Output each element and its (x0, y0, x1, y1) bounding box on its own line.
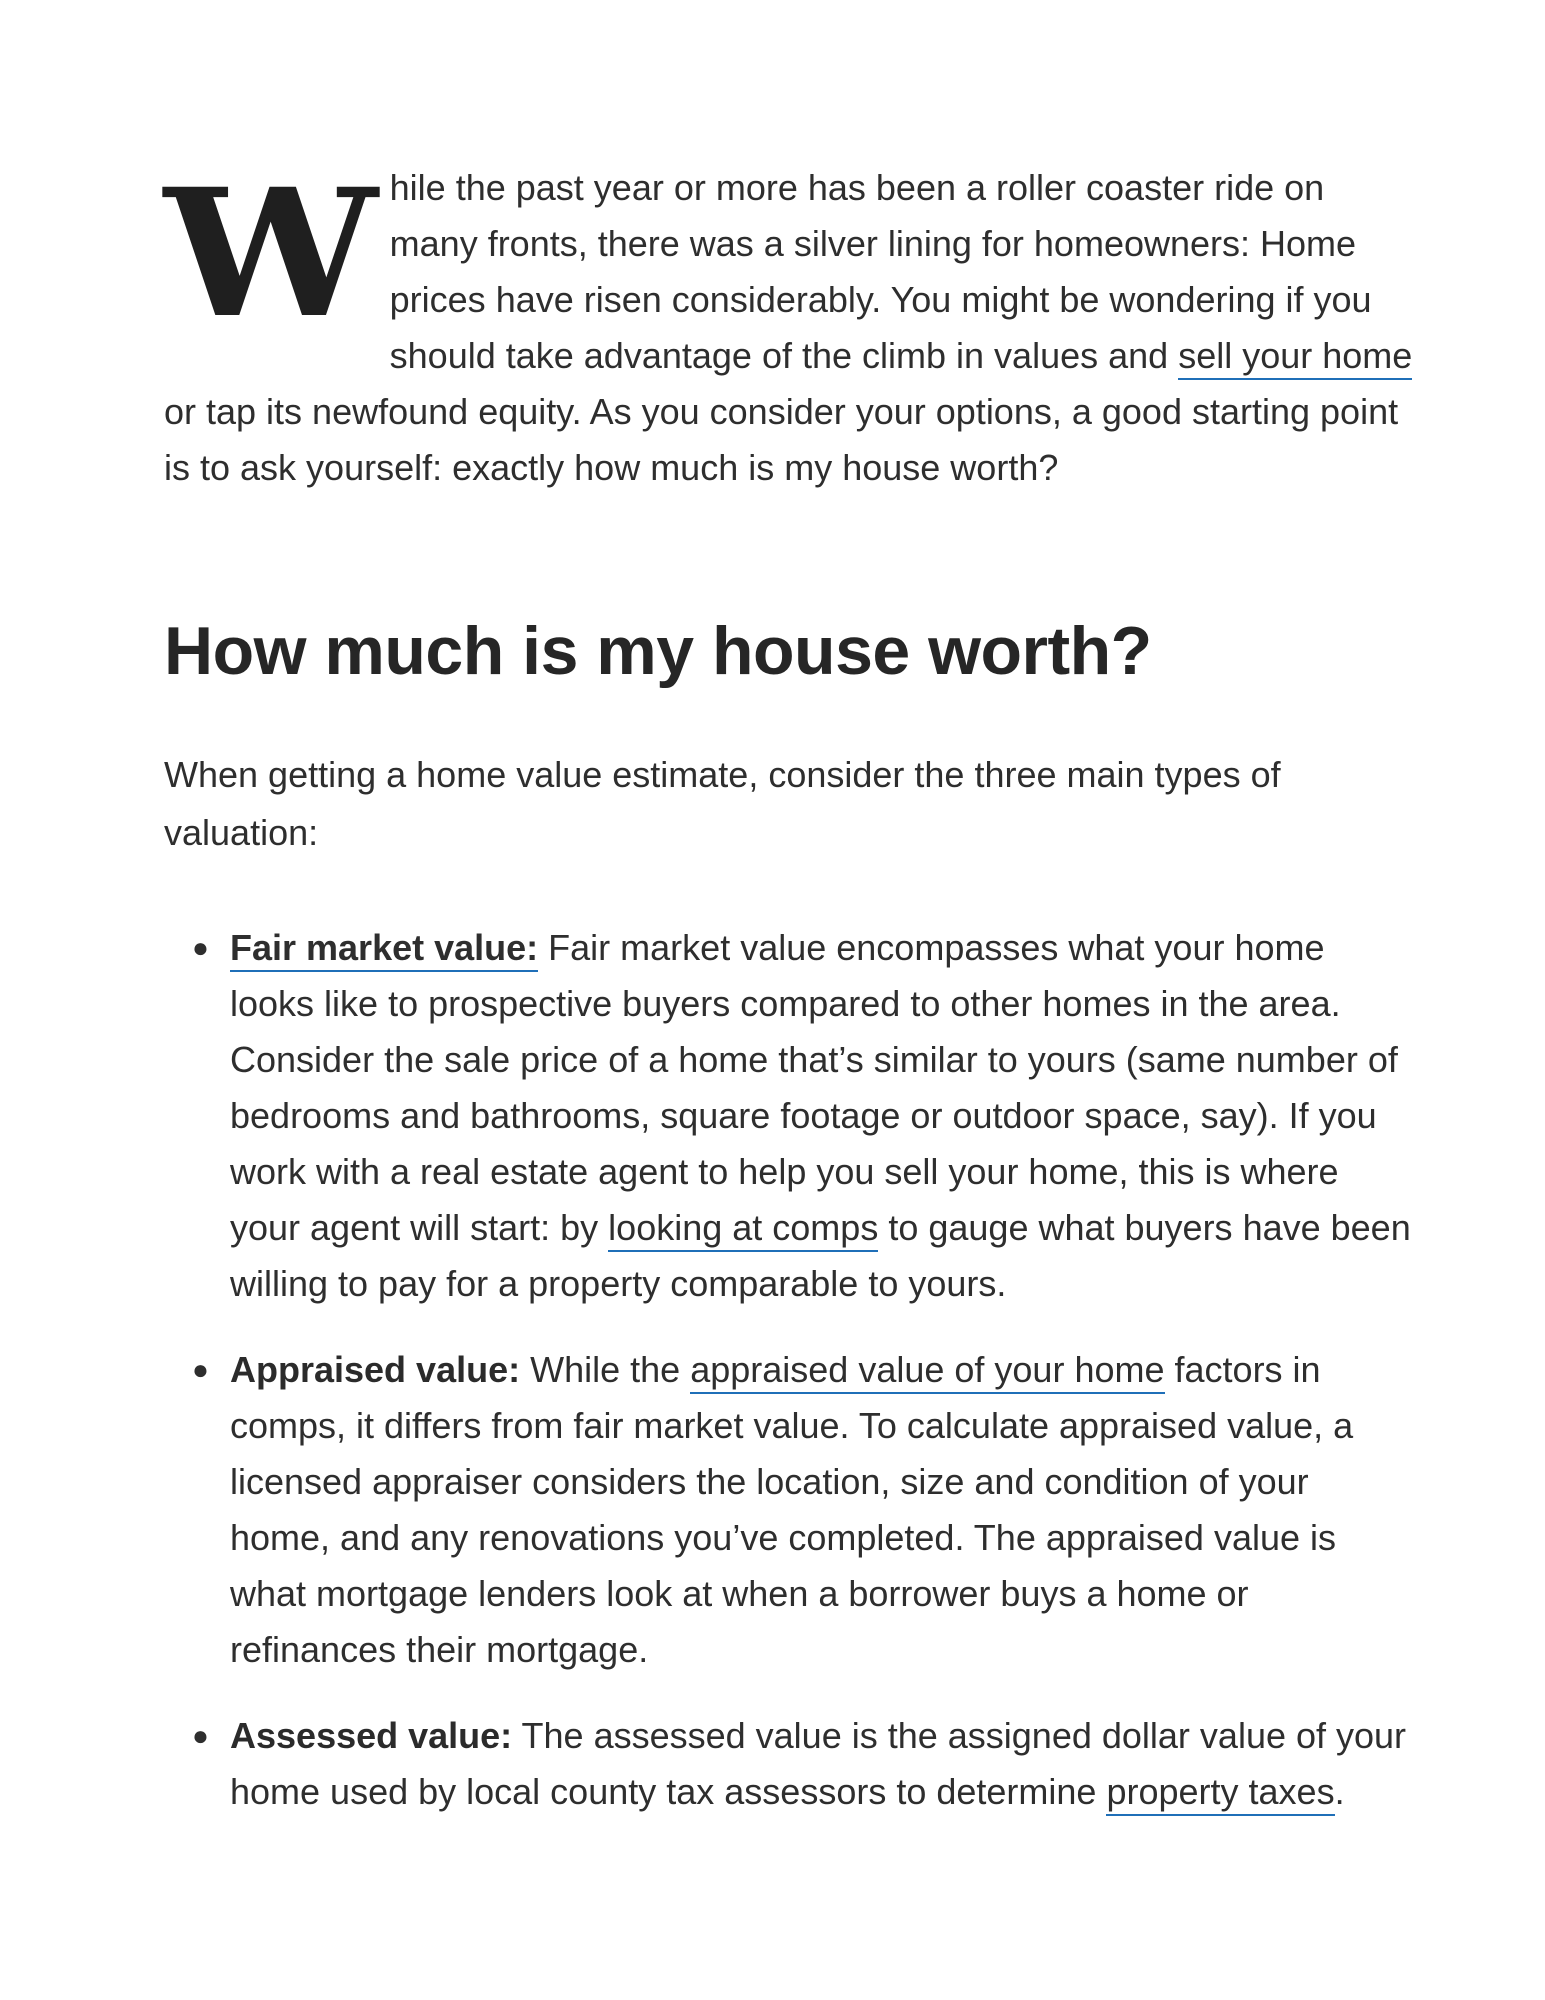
item-text: While the (530, 1349, 681, 1390)
item-text: Fair market value encompasses what your home looks like to prospective buyers compared to other homes in the area. Consider the sale price of a home that’s similar to yours (same number of bedrooms and bathrooms, square footage or outdoor space, say). If you work with a real estate agent to help you sell your home, this is where your agent will start: by (230, 927, 1398, 1248)
lead-paragraph: When getting a home value estimate, consider the three main types of valuation: (164, 754, 1281, 853)
bullet-icon: ● (192, 1720, 209, 1751)
item-text-continued: . (1334, 1771, 1345, 1812)
property-taxes-link[interactable]: property taxes (1106, 1771, 1334, 1816)
item-text-continued: factors in comps, it differs from fair market value. To calculate appraised value, a licensed appraiser considers the location, size and condition of your home, and any renovations you’ve completed. The appraised value is what mortgage lenders look at when a borrower buys a home or refinances their mortgage. (230, 1349, 1354, 1670)
list-item-appraised-value (164, 1342, 1414, 1678)
sell-your-home-link[interactable]: sell your home (1178, 335, 1412, 380)
intro-paragraph (164, 150, 1414, 496)
intro-text: hile the past year or more has been a roller coaster ride on many fronts, there was a silver lining for homeowners: Home prices have risen considerably. You might be wondering if you should take advantage of the climb in values and (389, 167, 1372, 376)
assessed-value-term: Assessed value: (230, 1715, 513, 1756)
item-text: The assessed value is the assigned dollar value of your home used by local county tax assessors to determine (230, 1715, 1407, 1812)
section-heading: How much is my house worth? (164, 613, 1152, 689)
list-item-fair-market-value (164, 920, 1414, 1312)
item-text-continued: to gauge what buyers have been willing to pay for a property comparable to yours. (230, 1207, 1411, 1304)
fair-market-value-link[interactable]: Fair market value: (230, 927, 538, 972)
looking-at-comps-link[interactable]: looking at comps (608, 1207, 878, 1252)
appraised-value-term: Appraised value: (230, 1349, 521, 1390)
list-item-assessed-value (164, 1708, 1414, 1820)
appraised-value-of-your-home-link[interactable]: appraised value of your home (690, 1349, 1164, 1394)
drop-cap: W (164, 150, 371, 357)
bullet-icon: ● (192, 1354, 209, 1385)
bullet-icon: ● (192, 932, 209, 963)
valuation-types-list (164, 920, 1414, 1850)
intro-text-continued: or tap its newfound equity. As you consider your options, a good starting point is to ask yourself: exactly how much is my house worth? (164, 391, 1399, 488)
